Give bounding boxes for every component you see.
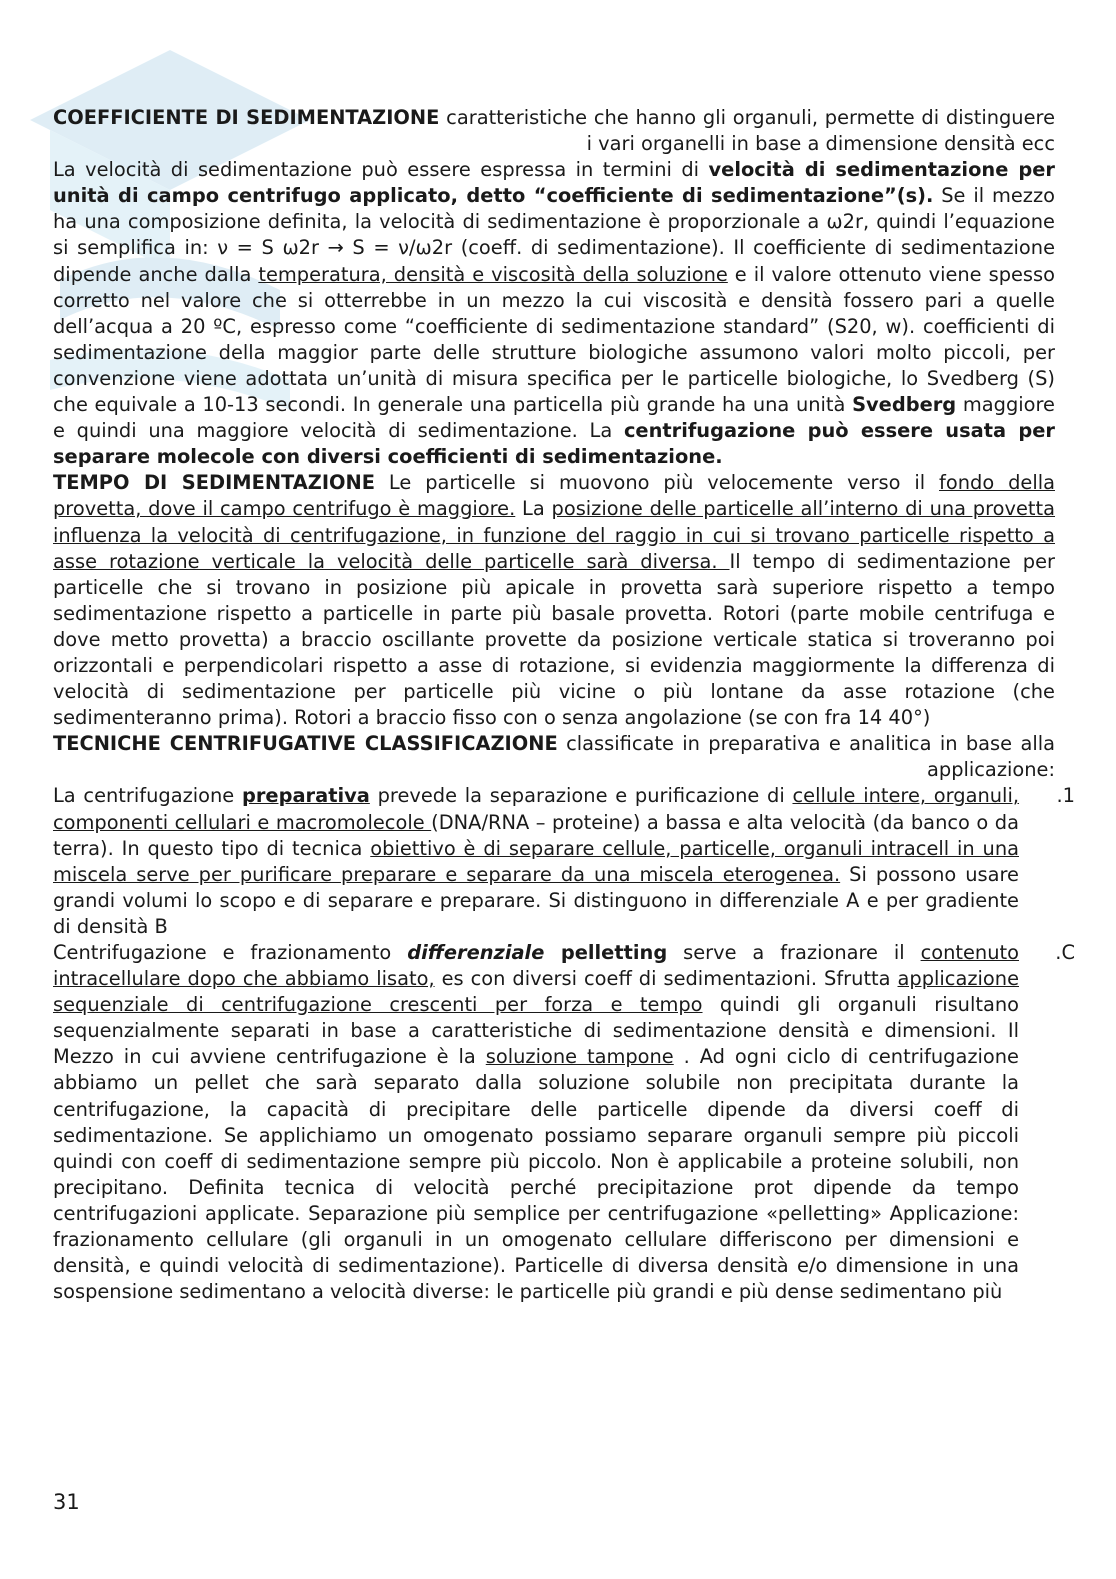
item1-underlined-1: cellule intere, organuli, componenti cellulari e macromolecole: [53, 784, 1020, 834]
coeff-text-c: Se il mezzo ha una composizione definita, la velocità di sedimentazione è proporzionale a ω2r, quindi l’equazione si semplifica in: ν = S ω2r → S = ν/ω2r (coeff. di sedimentazione). Il coefficiente di sedimentazione dipende anche dalla: [53, 184, 1055, 286]
item1-text-c: (DNA/RNA – proteine) a bassa e alta velocità (da banco o da terra). In questo tipo di tecnica: [53, 810, 1019, 860]
coeff-conclusion: centrifugazione può essere usata per separare molecole con diversi coefficienti di sedimentazione.: [53, 419, 1055, 469]
tecniche-intro: classificate in preparativa e analitica in base alla applicazione:: [557, 732, 1055, 782]
coeff-body-paragraph: [53, 157, 1055, 470]
item2-text-d: quindi gli organuli risultano sequenzialmente separati in base a caratteristiche di sedimentazione densità e dimensioni. Il Mezzo in cui avviene centrifugazione è la: [53, 993, 1020, 1069]
item1-text-d: Si possono usare grandi volumi lo scopo e di separare e preparare. Si distinguono in differenziale A e per gradiente di densità B: [53, 862, 1019, 938]
item2-text-c: es con diversi coeff di sedimentazioni. Sfrutta: [434, 967, 898, 991]
coeff-text-a: La velocità di sedimentazione può essere espressa in termini di: [53, 158, 709, 182]
list-number: .1: [1056, 784, 1075, 808]
item1-text-b: prevede la separazione e purificazione di: [369, 784, 793, 808]
coeff-text-d: e il valore ottenuto viene spesso corretto nel valore che si otterrebbe in un mezzo la cui viscosità e densità fossero pari a quelle dell’acqua a 20 ºC, espresso come “coefficiente di sedimentazione standard” (S20, w). coefficienti di sedimentazione della maggior parte delle strutture biologiche assumono valori molto piccoli, per convenzione viene adottata un’unità di misura specifica per le particelle biologiche, lo Svedberg (S) che equivale a 10-13 secondi. In generale una particella più grande ha una unità: [53, 262, 1056, 417]
item1-underlined-2: obiettivo è di separare cellule, particelle, organuli intracell in una miscela serve per purificare preparare e separare da una miscela eterogenea.: [53, 836, 1019, 886]
coeff-text-e: maggiore e quindi una maggiore velocità di sedimentazione. La: [53, 393, 1055, 443]
tempo-paragraph: [53, 470, 1055, 731]
tempo-text-c: Il tempo di sedimentazione per particelle che si trovano in posizione più apicale in provetta sarà superiore rispetto a tempo sedimentazione rispetto a particelle in parte più basale provetta. Rotori (parte mobile centrifuga e dove metto provetta) a braccio oscillante provette da posizione verticale statica si troveranno poi orizzontali e perpendicolari rispetto a asse di rotazione, si evidenzia maggiormente la differenza di velocità di sedimentazione per particelle più vicine o più lontane da asse rotazione (che sedimenteranno prima). Rotori a braccio fisso con o senza angolazione (se con fra 14 40°): [53, 549, 1055, 730]
list-item-preparativa: [53, 783, 1075, 940]
tempo-underlined-1: fondo della provetta, dove il campo centrifugo è maggiore.: [53, 471, 1055, 521]
coeff-underlined: temperatura, densità e viscosità della soluzione: [258, 262, 728, 286]
coeff-definition: velocità di sedimentazione per unità di campo centrifugo applicato, detto “coefficiente di sedimentazione”(s).: [53, 158, 1055, 208]
tempo-underlined-2: posizione delle particelle all’interno di una provetta influenza la velocità di centrifugazione, in funzione del raggio in cui si trovano particelle rispetto a asse rotazione verticale la velocità delle particelle sarà diversa.: [53, 497, 1056, 573]
coeff-intro-paragraph: [53, 105, 1055, 157]
item2-text-b: serve a frazionare il: [667, 941, 921, 964]
item2-text-a: Centrifugazione e frazionamento: [53, 941, 408, 964]
item2-underlined-2: applicazione sequenziale di centrifugazione crescenti per forza e tempo: [53, 967, 1019, 1017]
coeff-title: COEFFICIENTE DI SEDIMENTAZIONE: [53, 106, 440, 129]
tempo-title: TEMPO DI SEDIMENTAZIONE: [53, 471, 376, 495]
tempo-text-b: La: [515, 497, 552, 521]
preparativa-term: preparativa: [241, 784, 370, 808]
preparativa-paragraph: [53, 783, 1019, 940]
list-letter: .C: [1055, 941, 1075, 964]
tecniche-title: TECNICHE CENTRIFUGATIVE CLASSIFICAZIONE: [53, 732, 558, 756]
tecniche-paragraph: [53, 731, 1055, 783]
page-number: 31: [53, 1490, 80, 1514]
page-content: [53, 105, 1075, 1305]
differenziale-term: differenziale: [407, 941, 545, 964]
item1-text-a: La centrifugazione: [53, 784, 242, 808]
tempo-text-a: Le particelle si muovono più velocemente verso il: [375, 471, 940, 495]
item2-text-e: . Ad ogni ciclo di centrifugazione abbiamo un pellet che sarà separato dalla soluzione solubile non precipitata durante la centrifugazione, la capacità di precipitare delle particelle dipende da diversi coeff di sedimentazione. Se applichiamo un omogenato possiamo separare organuli sempre più piccoli quindi con coeff di sedimentazione sempre più piccolo. Non è applicabile a proteine solubili, non precipitano. Definita tecnica di velocità perché precipitazione prot dipende da tempo centrifugazioni applicate. Separazione più semplice per centrifugazione «pelletting» Applicazione: frazionamento cellulare (gli organuli in un omogenato cellulare differiscono per dimensioni e densità, e quindi velocità di sedimentazione). Particelle di diversa densità e/o dimensione in una sospensione sedimentano a velocità diverse: le particelle più grandi e più dense sedimentano più: [53, 1045, 1019, 1304]
pelletting-term: pelletting: [544, 941, 668, 964]
item2-underlined-1: contenuto intracellulare dopo che abbiamo lisato,: [53, 941, 1019, 991]
list-item-differenziale: [53, 940, 1075, 1305]
coeff-intro-text: caratteristiche che hanno gli organuli, permette di distinguere i vari organelli in base a dimensione densità ecc: [439, 106, 1055, 156]
item2-underlined-3: soluzione tampone: [485, 1045, 674, 1069]
svedberg-term: Svedberg: [852, 393, 957, 417]
differenziale-paragraph: [53, 940, 1019, 1305]
